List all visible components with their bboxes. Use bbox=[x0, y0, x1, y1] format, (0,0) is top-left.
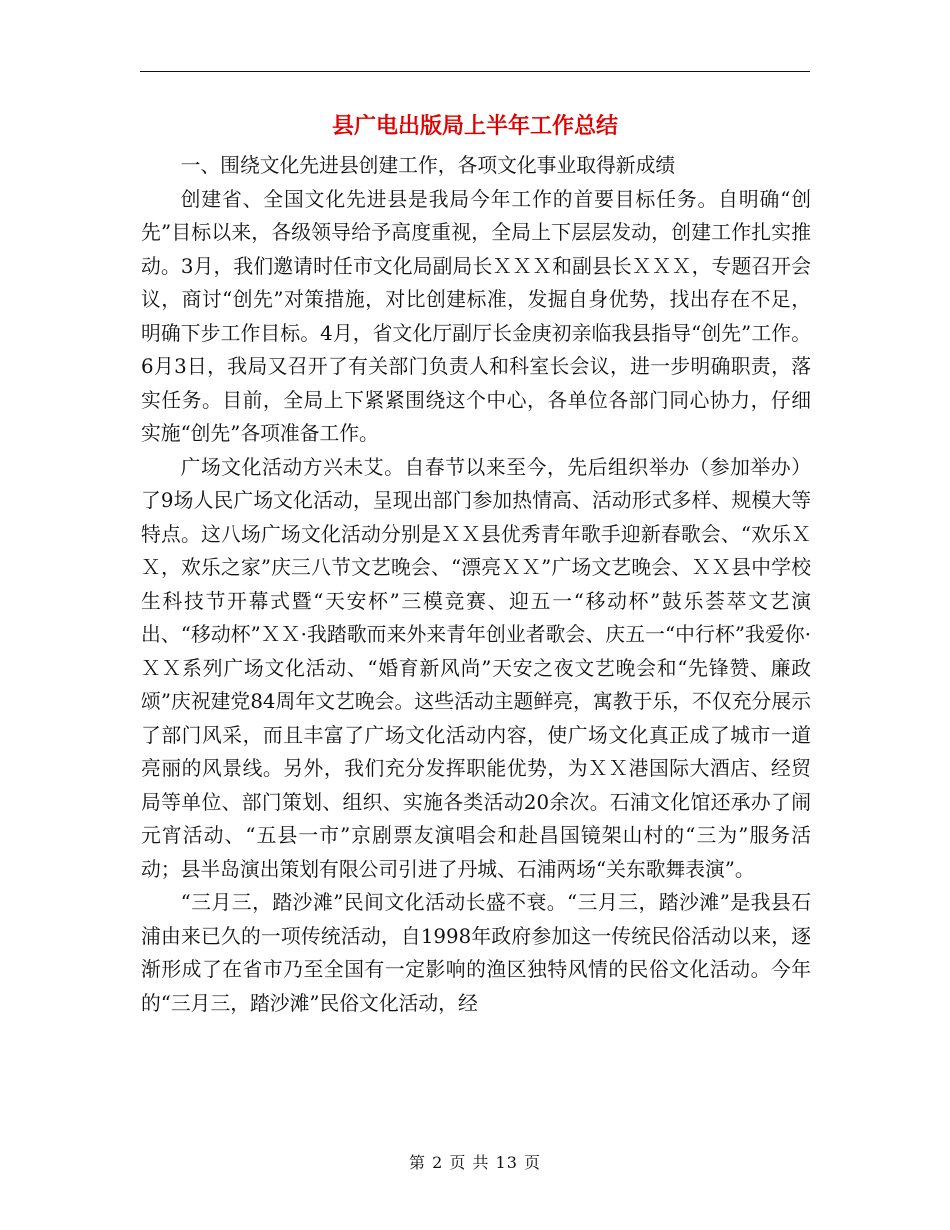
body-paragraph: “三月三，踏沙滩”民间文化活动长盛不衰。“三月三，踏沙滩”是我县石浦由来已久的一项传统活动，自1998年政府参加这一传统民俗活动以来，逐渐形成了在省市乃至全国有一定影响的渔区独特风情的民俗文化活动。今年的“三月三，踏沙滩”民俗文化活动，经 bbox=[141, 891, 811, 1015]
body-paragraph: 广场文化活动方兴未艾。自春节以来至今，先后组织举办（参加举办）了9场人民广场文化活动，呈现出部门参加热情高、活动形式多样、规模大等特点。这八场广场文化活动分别是ＸＸ县优秀青年歌手迎新春歌会、“欢乐ＸＸ，欢乐之家”庆三八节文艺晚会、“漂亮ＸＸ”广场文艺晚会、ＸＸ县中学校生科技节开幕式暨“天安杯”三模竞赛、迎五一“移动杯”鼓乐荟萃文艺演出、“移动杯”ＸＸ·我踏歌而来外来青年创业者歌会、庆五一“中行杯”我爱你·ＸＸ系列广场文化活动、“婚育新风尚”天安之夜文艺晚会和“先锋赞、廉政颂”庆祝建党84周年文艺晚会。这些活动主题鲜亮，寓教于乐，不仅充分展示了部门风采，而且丰富了广场文化活动内容，使广场文化真正成了城市一道亮丽的风景线。另外，我们充分发挥职能优势，为ＸＸ港国际大酒店、经贸局等单位、部门策划、组织、实施各类活动20余次。石浦文化馆还承办了闹元宵活动、“五县一市”京剧票友演唱会和赴昌国镜架山村的“三为”服务活动；县半岛演出策划有限公司引进了丹城、石浦两场“关东歌舞表演”。 bbox=[141, 455, 811, 881]
section-heading: 一、围绕文化先进县创建工作，各项文化事业取得新成绩 bbox=[180, 154, 676, 177]
page-number: 第 2 页 共 13 页 bbox=[409, 1153, 541, 1172]
document-body bbox=[141, 149, 811, 1020]
body-paragraph: 创建省、全国文化先进县是我局今年工作的首要目标任务。自明确“创先”目标以来，各级领导给予高度重视，全局上下层层发动，创建工作扎实推动。3月，我们邀请时任市文化局副局长ＸＸＸ和副县长ＸＸＸ，专题召开会议，商讨“创先”对策措施，对比创建标准，发掘自身优势，找出存在不足，明确下步工作目标。4月，省文化厅副厅长金庚初亲临我县指导“创先”工作。6月3日，我局又召开了有关部门负责人和科室长会议，进一步明确职责，落实任务。目前，全局上下紧紧围绕这个中心，各单位各部门同心协力，仔细实施“创先”各项准备工作。 bbox=[141, 187, 811, 445]
header-rule bbox=[140, 71, 810, 72]
document-title: 县广电出版局上半年工作总结 bbox=[331, 114, 618, 139]
